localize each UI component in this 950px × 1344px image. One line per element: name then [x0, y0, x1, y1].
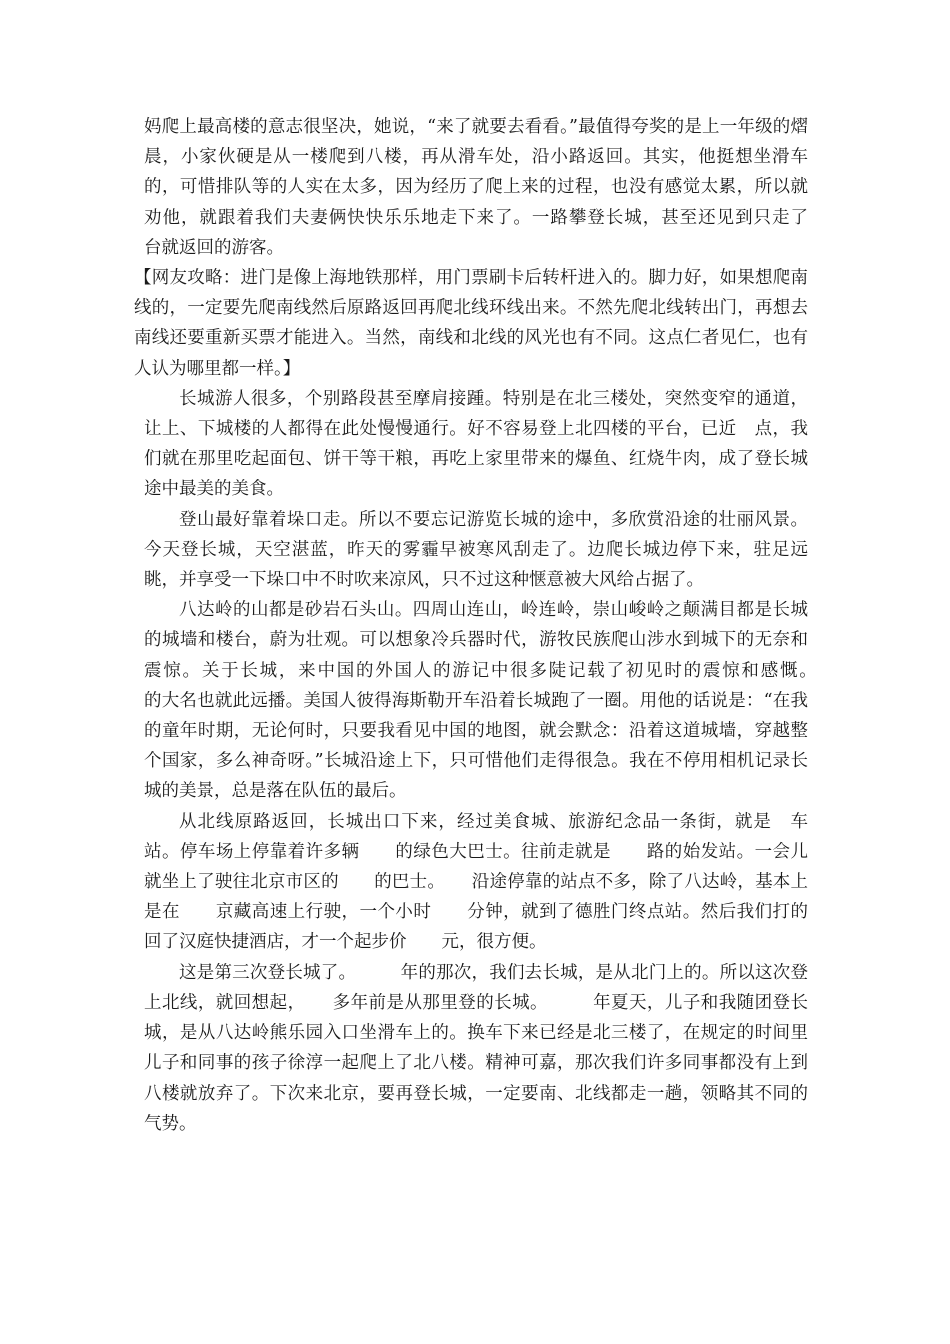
paragraph-crowds-lunch: 长城游人很多，个别路段甚至摩肩接踵。特别是在北三楼处，突然变窄的通道，让上、下城楼的人都得在此处慢慢通行。好不容易登上北四楼的平台，已近 点，我们就在那里吃起面包、饼干等干粮，再吃上家里带来的爆鱼、红烧牛肉，成了登长城途中最美的美食。: [144, 388, 808, 500]
paragraph-scenery: 登山最好靠着垛口走。所以不要忘记游览长城的途中，多欣赏沿途的壮丽风景。今天登长城，天空湛蓝，昨天的雾霾早被寒风刮走了。边爬长城边停下来，驻足远眺，并享受一下垛口中不时吹来凉风，只不过这种惬意被大风给占据了。: [144, 509, 808, 591]
document-body: [134, 112, 896, 1139]
paragraph-third-visit: 这是第三次登长城了。 年的那次，我们去长城，是从北门上的。所以这次登上北线，就回想起， 多年前是从那里登的长城。 年夏天，儿子和我随团登长城，是从八达岭熊乐园入口坐滑车上的。换车下来已经是北三楼了，在规定的时间里儿子和同事的孩子徐淳一起爬上了北八楼。精神可嘉，那次我们许多同事都没有上到八楼就放弃了。下次来北京，要再登长城，一定要南、北线都走一趟，领略其不同的气势。: [144, 962, 808, 1134]
paragraph-netizen-tip: 【网友攻略：进门是像上海地铁那样，用门票刷卡后转杆进入的。脚力好，如果想爬南线的，一定要先爬南线然后原路返回再爬北线环线出来。不然先爬北线转出门，再想去南线还要重新买票才能进入。当然，南线和北线的风光也有不同。这点仁者见仁，也有人认为哪里都一样。】: [134, 268, 808, 379]
paragraph-badaling-mountains: 八达岭的山都是砂岩石头山。四周山连山，岭连岭，崇山峻岭之颠满目都是长城的城墙和楼台，蔚为壮观。可以想象冷兵器时代，游牧民族爬山涉水到城下的无奈和震惊。关于长城，来中国的外国人的游记中很多陡记载了初见时的震惊和感慨。 的大名也就此远播。美国人彼得海斯勒开车沿着长城跑了一圈。用他的话说是：“在我的童年时期，无论何时，只要我看见中国的地图，就会默念：沿着这道城墙，穿越整个国家，多么神奇呀。”长城沿途上下，只可惜他们走得很急。我在不停用相机记录长城的美景，总是落在队伍的最后。: [144, 600, 896, 802]
paragraph-climb-story: 妈爬上最高楼的意志很坚决，她说，“来了就要去看看。”最值得夸奖的是上一年级的熠晨，小家伙硬是从一楼爬到八楼，再从滑车处，沿小路返回。其实，他挺想坐滑车的，可惜排队等的人实在太多，因为经历了爬上来的过程，也没有感觉太累，所以就劝他，就跟着我们夫妻俩快快乐乐地走下来了。一路攀登长城，甚至还见到只走了 台就返回的游客。: [144, 117, 826, 258]
paragraph-return-bus: 从北线原路返回，长城出口下来，经过美食城、旅游纪念品一条街，就是 车站。停车场上停靠着许多辆 的绿色大巴士。往前走就是 路的始发站。一会儿就坐上了驶往北京市区的 的巴士。 沿途停靠的站点不多，除了八达岭，基本上是在 京藏高速上行驶，一个小时 分钟，就到了德胜门终点站。然后我们打的回了汉庭快捷酒店，才一个起步价 元，很方便。: [144, 811, 808, 953]
